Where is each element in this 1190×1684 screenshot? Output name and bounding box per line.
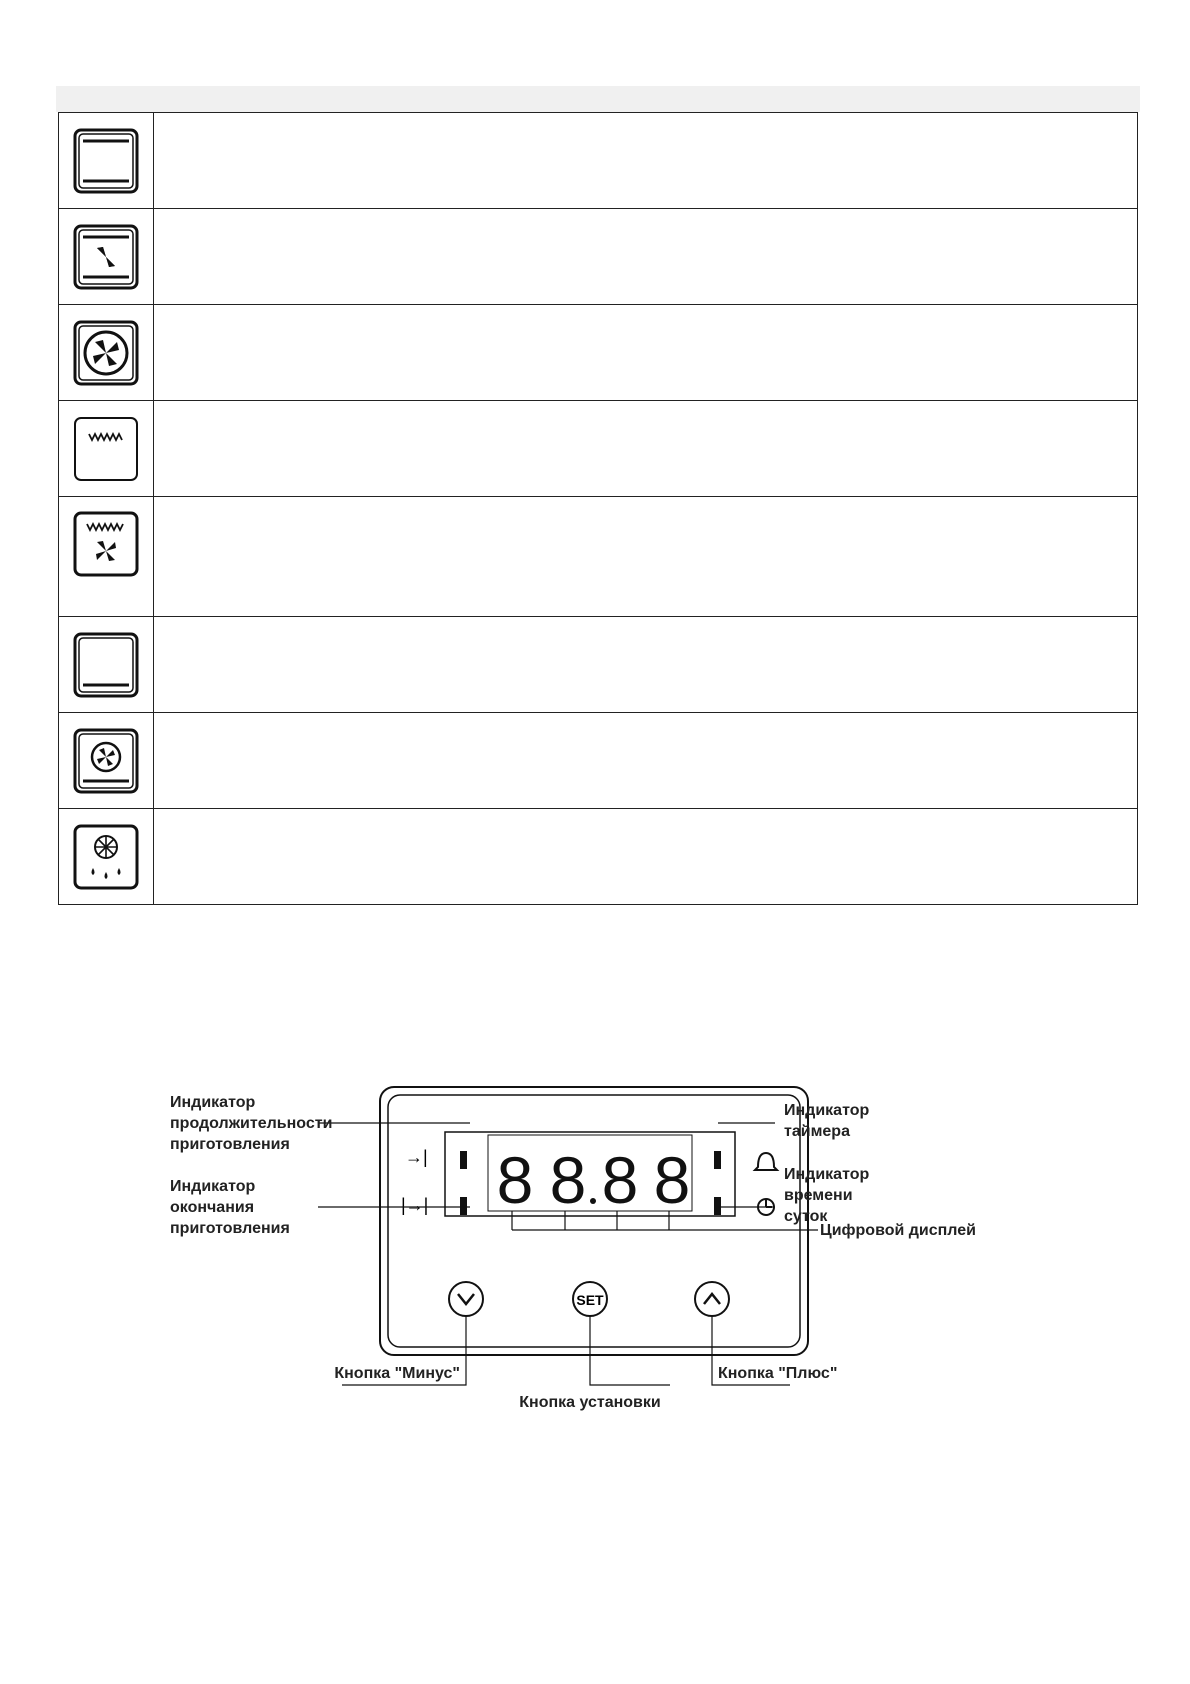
table-row [59,113,1138,209]
minus-button[interactable] [449,1282,483,1316]
set-button[interactable] [573,1282,607,1316]
mode-description [154,401,1138,497]
grill-icon [71,414,141,484]
mode-description [154,713,1138,809]
clock-label-line: Индикатор [784,1166,870,1183]
plus-button[interactable] [695,1282,729,1316]
table-header-band [56,86,1140,112]
mode-description [154,497,1138,617]
duration-label-line: приготовления [170,1136,290,1153]
control-panel-diagram [150,1085,1050,1445]
bell-icon [755,1153,777,1170]
defrost-icon [71,822,141,892]
end-led [460,1197,467,1215]
clock-label-line: времени [784,1187,853,1204]
duration-label-line: Индикатор [170,1094,256,1111]
fan-top-bottom-heat-icon [71,222,141,292]
display-decimal-point [590,1198,596,1204]
grill-fan-icon [71,509,141,579]
svg-text:Индикатор продолжительност [170,1094,337,1153]
set-leader [590,1316,670,1385]
mode-description [154,113,1138,209]
timer-label-line: Индикатор [784,1102,870,1119]
duration-arrow-icon: →| [405,1147,428,1167]
set-button-label: Кнопка установки [519,1394,661,1411]
cooking-modes-table [58,112,1138,905]
table-row [59,209,1138,305]
table-row [59,401,1138,497]
end-label-line: приготовления [170,1220,290,1237]
clock-led [714,1197,721,1215]
table-row [59,617,1138,713]
minus-button-label: Кнопка "Минус" [334,1365,460,1382]
svg-text:Индикатор времени суто [784,1166,874,1225]
digital-display-label: Цифровой дисплей [820,1222,976,1239]
table-row [59,809,1138,905]
duration-led [460,1151,467,1169]
plus-button-label: Кнопка "Плюс" [718,1365,838,1382]
mode-description [154,209,1138,305]
set-button-text: SET [576,1292,604,1308]
fan-bottom-heat-icon [71,726,141,796]
table-row [59,497,1138,617]
table-row [59,305,1138,401]
display-digit: 8 [601,1143,639,1217]
mode-description [154,617,1138,713]
bottom-heat-icon [71,630,141,700]
end-label-line: Индикатор [170,1178,256,1195]
svg-text:Индикатор окончания пр [170,1178,290,1237]
end-arrow-icon: |→| [401,1195,429,1215]
mode-description [154,809,1138,905]
end-label-line: окончания [170,1199,255,1216]
mode-description [154,305,1138,401]
clock-label-line: суток [784,1208,828,1225]
svg-text:Индикатор таймера [784,1102,874,1140]
display-digit: 8 [496,1143,534,1217]
duration-label-line: продолжительности [170,1115,333,1132]
display-digit: 8 [549,1143,587,1217]
table-row [59,713,1138,809]
display-digit: 8 [653,1143,691,1217]
timer-led [714,1151,721,1169]
circular-fan-heat-icon [71,318,141,388]
top-bottom-heat-icon [71,126,141,196]
timer-label-line: таймера [784,1123,850,1140]
